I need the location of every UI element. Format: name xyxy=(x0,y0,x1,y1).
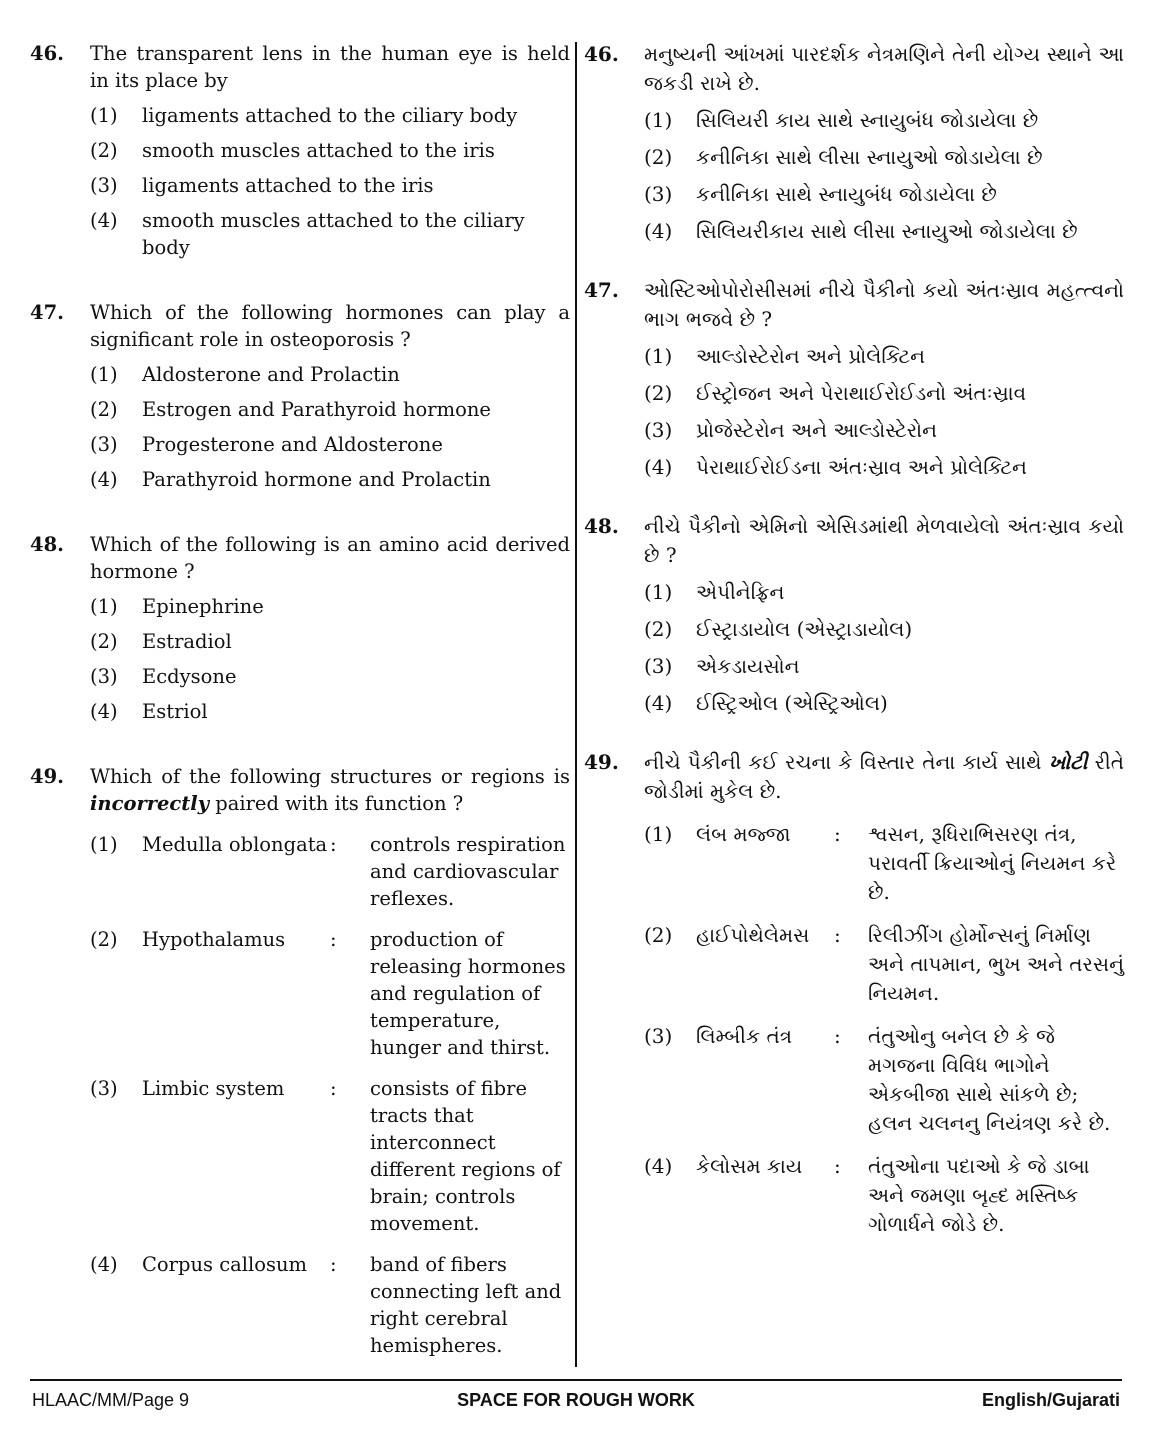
structure-function: production of releasing hormones and regulation of temperature, hunger and thirst. xyxy=(370,928,566,1059)
option-3 xyxy=(90,172,570,199)
option-number: (3) xyxy=(90,174,118,197)
rough-work-label: SPACE FOR ROUGH WORK xyxy=(457,1390,695,1410)
question-text-end: paired with its function ? xyxy=(215,792,464,815)
separator: : xyxy=(330,1077,337,1100)
structure-name: Limbic system xyxy=(142,1077,285,1100)
separator: : xyxy=(330,1253,337,1276)
option-text: એકડાયસોન xyxy=(696,654,800,678)
option-number: (1) xyxy=(644,344,673,368)
option-text: Epinephrine xyxy=(142,595,264,618)
option-number: (2) xyxy=(90,398,118,421)
option-text: એપીનેફ્રિન xyxy=(696,580,785,604)
option-text: Ecdysone xyxy=(142,665,237,688)
question-text xyxy=(90,763,570,817)
option-3 xyxy=(644,416,1124,445)
match-row-3 xyxy=(90,1075,570,1237)
column-divider xyxy=(575,42,577,1367)
option-text: smooth muscles attached to the iris xyxy=(142,139,495,162)
option-text: ligaments attached to the ciliary body xyxy=(142,104,518,127)
structure-function: band of fibers connecting left and right cerebral hemispheres. xyxy=(370,1253,562,1357)
option-2 xyxy=(90,628,570,655)
option-number: (1) xyxy=(90,595,118,618)
option-number: (1) xyxy=(90,363,118,386)
match-row-4 xyxy=(90,1251,570,1359)
question-emphasis: incorrectly xyxy=(90,792,210,815)
option-list xyxy=(90,361,570,493)
structure-function: રિલીઝીંગ હોર્મોન્સનું નિર્માણ અને તાપમાન, ભુખ અને તરસનું નિયમન. xyxy=(868,923,1124,1005)
option-number: (2) xyxy=(90,139,118,162)
question-text: ઓસ્ટિઓપોરોસીસમાં નીચે પૈકીનો કયો અંતઃસ્રાવ મહત્ત્વનો ભાગ ભજવે છે ? xyxy=(644,278,1124,331)
structure-function: consists of fibre tracts that interconnect different regions of brain; controls movement. xyxy=(370,1077,561,1235)
question-text: મનુષ્યની આંખમાં પારદર્શક નેત્રમણિને તેની યોગ્ય સ્થાને આ જકડી રાખે છે. xyxy=(644,42,1124,95)
option-number: (3) xyxy=(644,654,673,678)
option-text: સિલિયરીકાય સાથે લીસા સ્નાયુઓ જોડાયેલા છે xyxy=(696,219,1078,243)
question-number: 48. xyxy=(584,514,619,538)
english-column xyxy=(30,40,570,1359)
structure-name: Hypothalamus xyxy=(142,928,286,951)
footer-rule xyxy=(30,1379,1122,1381)
question-number: 48. xyxy=(30,533,64,556)
option-text: Estradiol xyxy=(142,630,232,653)
match-row-2 xyxy=(644,921,1124,1008)
option-number: (2) xyxy=(644,381,673,405)
option-number: (4) xyxy=(644,219,673,243)
option-number: (4) xyxy=(644,1154,673,1178)
question-text xyxy=(644,748,1124,806)
structure-function: controls respiration and cardiovascular reflexes. xyxy=(370,833,566,910)
question-48 xyxy=(30,531,570,725)
question-text-end: રીતે જોડીમાં મુકેલ છે. xyxy=(644,750,1124,803)
option-text: Parathyroid hormone and Prolactin xyxy=(142,468,491,491)
option-text: પ્રોજેસ્ટેરોન અને આલ્ડોસ્ટેરોન xyxy=(696,418,937,442)
option-list xyxy=(644,106,1124,246)
option-4 xyxy=(644,453,1124,482)
option-number: (4) xyxy=(90,468,118,491)
option-2 xyxy=(644,615,1124,644)
option-number: (1) xyxy=(90,104,118,127)
structure-name: કેલોસમ કાય xyxy=(696,1154,803,1178)
match-list xyxy=(644,820,1124,1239)
match-row-1 xyxy=(90,831,570,912)
option-number: (2) xyxy=(644,145,673,169)
option-text: ligaments attached to the iris xyxy=(142,174,434,197)
structure-name: લંબ મજ્જા xyxy=(696,822,791,846)
page-id: HLAAC/MM/Page 9 xyxy=(32,1390,190,1410)
structure-name: લિમ્બીક તંત્ર xyxy=(696,1024,793,1048)
option-list xyxy=(644,578,1124,718)
option-number: (3) xyxy=(90,665,118,688)
separator: : xyxy=(834,1024,841,1048)
option-text: Estriol xyxy=(142,700,208,723)
question-46 xyxy=(30,40,570,261)
option-list xyxy=(90,102,570,261)
option-text: Estrogen and Parathyroid hormone xyxy=(142,398,491,421)
question-46 xyxy=(584,40,1124,246)
match-row-3 xyxy=(644,1022,1124,1138)
option-list xyxy=(644,342,1124,482)
option-4 xyxy=(90,698,570,725)
option-text: કનીનિકા સાથે લીસા સ્નાયુઓ જોડાયેલા છે xyxy=(696,145,1043,169)
question-text: The transparent lens in the human eye is held in its place by xyxy=(90,42,570,92)
option-2 xyxy=(644,379,1124,408)
question-number: 46. xyxy=(584,42,619,66)
question-emphasis: ખોટી xyxy=(1048,750,1088,774)
option-1 xyxy=(90,361,570,388)
match-list xyxy=(90,831,570,1359)
question-47 xyxy=(584,276,1124,482)
match-row-2 xyxy=(90,926,570,1061)
question-number: 47. xyxy=(30,301,64,324)
question-text-start: નીચે પૈકીની કઈ રચના કે વિસ્તાર તેના કાર્ય સાથે xyxy=(644,750,1042,774)
gujarati-column xyxy=(584,40,1124,1239)
question-49 xyxy=(30,763,570,1359)
structure-function: તંતુઓનુ બનેલ છે કે જે મગજના વિવિધ ભાગોને એકબીજા સાથે સાંકળે છે; હલન ચલનનુ નિયંત્રણ કરે છે. xyxy=(868,1024,1111,1135)
option-number: (1) xyxy=(90,833,118,856)
option-text: ઈસ્ટ્રોજન અને પેરાથાઈરોઈડનો અંતઃસ્રાવ xyxy=(696,381,1027,405)
option-3 xyxy=(644,180,1124,209)
option-3 xyxy=(644,652,1124,681)
option-number: (3) xyxy=(90,433,118,456)
option-2 xyxy=(90,137,570,164)
option-text: ઈસ્ટ્રિઓલ (એસ્ટ્રિઓલ) xyxy=(696,691,888,715)
separator: : xyxy=(834,822,841,846)
option-number: (4) xyxy=(90,209,118,232)
question-text: Which of the following hormones can play a significant role in osteoporosis ? xyxy=(90,301,570,351)
question-49 xyxy=(584,748,1124,1239)
option-4 xyxy=(644,217,1124,246)
option-text: કનીનિકા સાથે સ્નાયુબંધ જોડાયેલા છે xyxy=(696,182,997,206)
option-number: (4) xyxy=(90,1253,118,1276)
option-text: પેરાથાઈરોઈડના અંતઃસ્રાવ અને પ્રોલેક્ટિન xyxy=(696,455,1027,479)
option-list xyxy=(90,593,570,725)
option-text: smooth muscles attached to the ciliary body xyxy=(142,209,525,259)
structure-function: શ્વસન, રૂધિરાભિસરણ તંત્ર, પરાવર્તી ક્રિયાઓનું નિયમન કરે છે. xyxy=(868,822,1117,904)
option-3 xyxy=(90,663,570,690)
option-1 xyxy=(644,578,1124,607)
structure-name: Medulla oblongata xyxy=(142,833,328,856)
option-text: આલ્ડોસ્ટેરોન અને પ્રોલેક્ટિન xyxy=(696,344,926,368)
separator: : xyxy=(330,928,337,951)
question-text-start: Which of the following structures or regions is xyxy=(90,765,570,788)
structure-name: હાઈપોથેલેમસ xyxy=(696,923,810,947)
separator: : xyxy=(330,833,337,856)
question-number: 47. xyxy=(584,278,619,302)
structure-name: Corpus callosum xyxy=(142,1253,308,1276)
question-number: 49. xyxy=(30,765,64,788)
match-row-1 xyxy=(644,820,1124,907)
separator: : xyxy=(834,923,841,947)
option-2 xyxy=(644,143,1124,172)
option-4 xyxy=(90,466,570,493)
option-text: સિલિયરી કાય સાથે સ્નાયુબંધ જોડાયેલા છે xyxy=(696,108,1039,132)
option-number: (2) xyxy=(90,630,118,653)
option-2 xyxy=(90,396,570,423)
option-number: (2) xyxy=(90,928,118,951)
option-number: (2) xyxy=(644,617,673,641)
option-number: (4) xyxy=(644,455,673,479)
option-4 xyxy=(644,689,1124,718)
option-number: (3) xyxy=(644,182,673,206)
option-number: (1) xyxy=(644,822,673,846)
option-number: (4) xyxy=(644,691,673,715)
separator: : xyxy=(834,1154,841,1178)
option-text: Aldosterone and Prolactin xyxy=(142,363,400,386)
question-47 xyxy=(30,299,570,493)
option-number: (3) xyxy=(644,1024,673,1048)
option-text: ઈસ્ટ્રાડાયોલ (એસ્ટ્રાડાયોલ) xyxy=(696,617,913,641)
question-text: નીચે પૈકીનો એમિનો એસિડમાંથી મેળવાયેલો અંતઃસ્રાવ કયો છે ? xyxy=(644,514,1124,567)
option-1 xyxy=(644,106,1124,135)
question-text: Which of the following is an amino acid derived hormone ? xyxy=(90,533,570,583)
question-48 xyxy=(584,512,1124,718)
option-4 xyxy=(90,207,570,261)
option-number: (1) xyxy=(644,580,673,604)
option-3 xyxy=(90,431,570,458)
question-number: 49. xyxy=(584,750,619,774)
option-number: (3) xyxy=(644,418,673,442)
option-text: Progesterone and Aldosterone xyxy=(142,433,443,456)
question-number: 46. xyxy=(30,42,64,65)
option-1 xyxy=(90,102,570,129)
option-number: (4) xyxy=(90,700,118,723)
option-number: (1) xyxy=(644,108,673,132)
option-1 xyxy=(644,342,1124,371)
match-row-4 xyxy=(644,1152,1124,1239)
option-number: (2) xyxy=(644,923,673,947)
language-label: English/Gujarati xyxy=(981,1390,1120,1410)
structure-function: તંતુઓના પદાઓ કે જે ડાબા અને જમણા બૃહ્દ મસ્તિષ્ક ગોળાર્ધને જોડે છે. xyxy=(868,1154,1090,1236)
option-number: (3) xyxy=(90,1077,118,1100)
option-1 xyxy=(90,593,570,620)
